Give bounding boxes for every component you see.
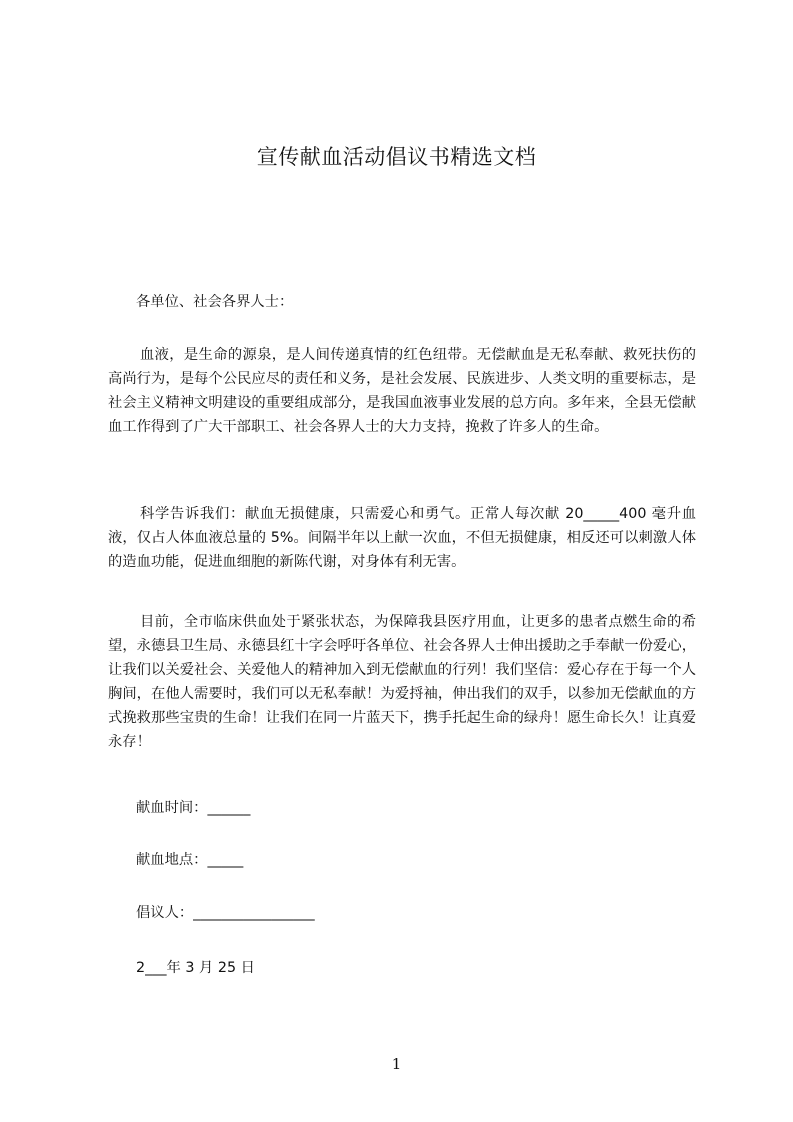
document-title: 宣传献血活动倡议书精选文档 <box>256 145 537 169</box>
paragraph-science <box>108 502 696 574</box>
paragraph-text: 目前，全市临床供血处于紧张状态，为保障我县医疗用血，让更多的患者点燃生命的希望，永德县卫生局、永德县红十字会呼吁各单位、社会各界人士伸出援助之手奉献一份爱心，让我们以关爱社会、关爱他人的精神加入到无偿献血的行列！我们坚信：爱心存在于每一个人胸间，在他人需要时，我们可以无私奉献！为爱捋袖，伸出我们的双手，以参加无偿献血的方式挽救那些宝贵的生命！让我们在同一片蓝天下，携手托起生命的绿舟！愿生命长久！让真爱永存！ <box>108 614 696 750</box>
paragraph-appeal <box>108 610 696 754</box>
salutation: 各单位、社会各界人士： <box>136 294 294 310</box>
paragraph-text: 科学告诉我们：献血无损健康，只需爱心和勇气。正常人每次献 20_____400 毫升血液，仅占人体血液总量的 5%。间隔半年以上献一次血，不但无损健康，相反还可以刺激人体的造血功能，促进血细胞的新陈代谢，对身体有利无害。 <box>108 506 696 570</box>
paragraph-blood-meaning <box>108 343 696 439</box>
paragraph-text: 血液，是生命的源泉，是人间传递真情的红色纽带。无偿献血是无私奉献、救死扶伤的高尚行为，是每个公民应尽的责任和义务，是社会发展、民族进步、人类文明的重要标志，是社会主义精神文明建设的重要组成部分，是我国血液事业发展的总方向。多年来，全县无偿献血工作得到了广大干部职工、社会各界人士的大力支持，挽救了许多人的生命。 <box>108 347 696 435</box>
date-field: 2___年 3 月 25 日 <box>136 960 255 976</box>
page-number: 1 <box>391 1055 402 1073</box>
donation-time-field: 献血时间：______ <box>136 800 251 816</box>
donation-place-field: 献血地点：_____ <box>136 852 244 868</box>
initiator-field: 倡议人：_________________ <box>136 905 315 921</box>
